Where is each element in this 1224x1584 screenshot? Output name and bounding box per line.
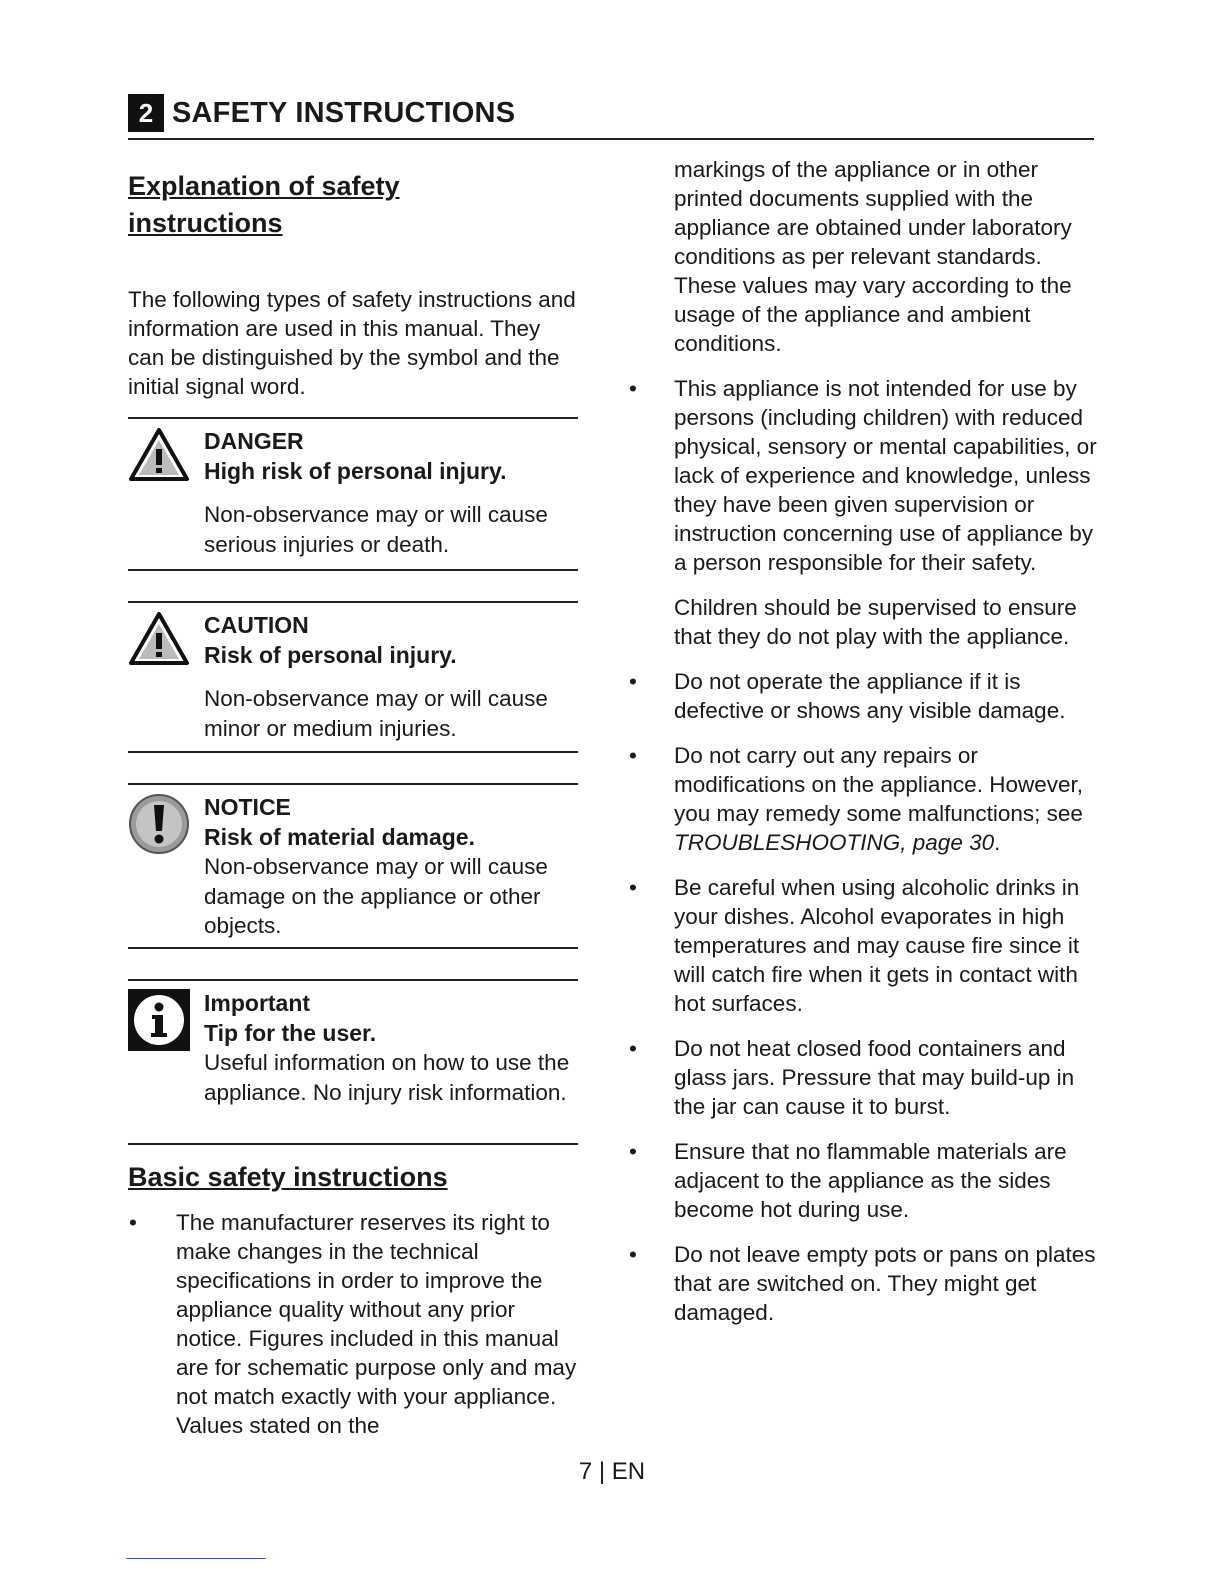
list-item-text: Ensure that no flammable materials are adjacent to the appliance as the sides become hot during use. xyxy=(674,1139,1067,1222)
explanation-heading xyxy=(128,168,580,242)
notice-subtitle: Risk of material damage. xyxy=(204,823,475,850)
notice-important xyxy=(128,979,578,1145)
notice-label: CAUTION xyxy=(204,612,309,638)
notice-label: DANGER xyxy=(204,428,304,454)
bullet-icon: • xyxy=(629,875,637,900)
bullet-icon: • xyxy=(129,1210,137,1235)
explanation-intro: The following types of safety instructions and information are used in this manual. They can be distinguished by the symbol and the initial signal word. xyxy=(128,287,576,399)
footer-divider xyxy=(126,1558,266,1559)
bullet-icon: • xyxy=(629,1036,637,1061)
list-item xyxy=(626,1137,1100,1224)
page-number: 7 | EN xyxy=(578,1458,646,1485)
left-bullet-list xyxy=(128,1208,580,1440)
chapter-title: SAFETY INSTRUCTIONS xyxy=(172,97,516,129)
notice-subtitle: Risk of personal injury. xyxy=(204,641,457,668)
list-item-text: This appliance is not intended for use by persons (including children) with reduced physical, sensory or mental capabilities, or lack of experience and knowledge, unless they have been given supervision or instruction concerning use of appliance by a person responsible for their safety. xyxy=(674,376,1097,575)
bullet-icon: • xyxy=(629,743,637,768)
list-item xyxy=(626,374,1100,651)
notice-description: Non-observance may or will cause minor or medium injuries. xyxy=(204,686,548,741)
list-item xyxy=(626,873,1100,1018)
warning-triangle-icon xyxy=(128,611,190,672)
bullet-icon: • xyxy=(629,1242,637,1267)
notice-material xyxy=(128,783,578,949)
list-item-text: The manufacturer reserves its right to make changes in the technical specifications in order to improve the appliance quality without any prior notice. Figures included in this manual are for schematic purpose only and may not match exactly with your appliance. Values stated on the xyxy=(176,1210,577,1438)
cross-reference: TROUBLESHOOTING, page 30 xyxy=(674,830,995,855)
warning-triangle-icon xyxy=(128,427,190,488)
notice-subtitle: High risk of personal injury. xyxy=(204,457,507,484)
bullet-icon: • xyxy=(629,1139,637,1164)
reference-suffix: . xyxy=(994,830,1001,855)
list-item-text: Do not leave empty pots or pans on plates that are switched on. They might get damaged. xyxy=(674,1242,1096,1325)
exclamation-circle-icon xyxy=(128,793,190,860)
chapter-number: 2 xyxy=(128,94,164,132)
list-item-extra: Children should be supervised to ensure that they do not play with the appliance. xyxy=(674,595,1077,649)
list-item xyxy=(128,1208,586,1440)
list-item-text: Do not operate the appliance if it is defective or shows any visible damage. xyxy=(674,669,1066,723)
list-item xyxy=(626,667,1100,725)
explanation-heading-line2: instructions xyxy=(128,208,283,238)
bullet-icon: • xyxy=(629,669,637,694)
list-item xyxy=(626,741,1100,857)
bullet-icon: • xyxy=(629,376,637,401)
notice-caution xyxy=(128,601,578,753)
right-column xyxy=(626,155,1100,1327)
list-item xyxy=(626,1240,1100,1327)
notice-description: Non-observance may or will cause serious injuries or death. xyxy=(204,502,548,557)
notice-description: Useful information on how to use the appliance. No injury risk information. xyxy=(204,1050,570,1105)
left-column xyxy=(128,168,580,1440)
notice-danger xyxy=(128,417,578,571)
explanation-heading-line1: Explanation of safety xyxy=(128,171,400,201)
list-item-text: Be careful when using alcoholic drinks in your dishes. Alcohol evaporates in high temperatures and may cause fire since it will catch fire when it gets in contact with hot surfaces. xyxy=(674,875,1080,1016)
basic-safety-heading: Basic safety instructions xyxy=(128,1162,448,1192)
list-item-text: Do not carry out any repairs or modifications on the appliance. However, you may remedy some malfunctions; see xyxy=(674,743,1083,826)
list-item xyxy=(626,1034,1100,1121)
section-header xyxy=(128,92,1094,140)
info-icon xyxy=(128,989,190,1056)
notice-label: Important xyxy=(204,990,311,1016)
continuation-text: markings of the appliance or in other printed documents supplied with the appliance are obtained under laboratory conditions as per relevant standards. These values may vary according to the usage of the appliance and ambient conditions. xyxy=(674,157,1072,356)
notice-subtitle: Tip for the user. xyxy=(204,1019,377,1046)
list-item-text: Do not heat closed food containers and glass jars. Pressure that may build-up in the jar can cause it to burst. xyxy=(674,1036,1075,1119)
notice-description: Non-observance may or will cause damage on the appliance or other objects. xyxy=(204,854,548,938)
notice-label: NOTICE xyxy=(204,794,291,820)
